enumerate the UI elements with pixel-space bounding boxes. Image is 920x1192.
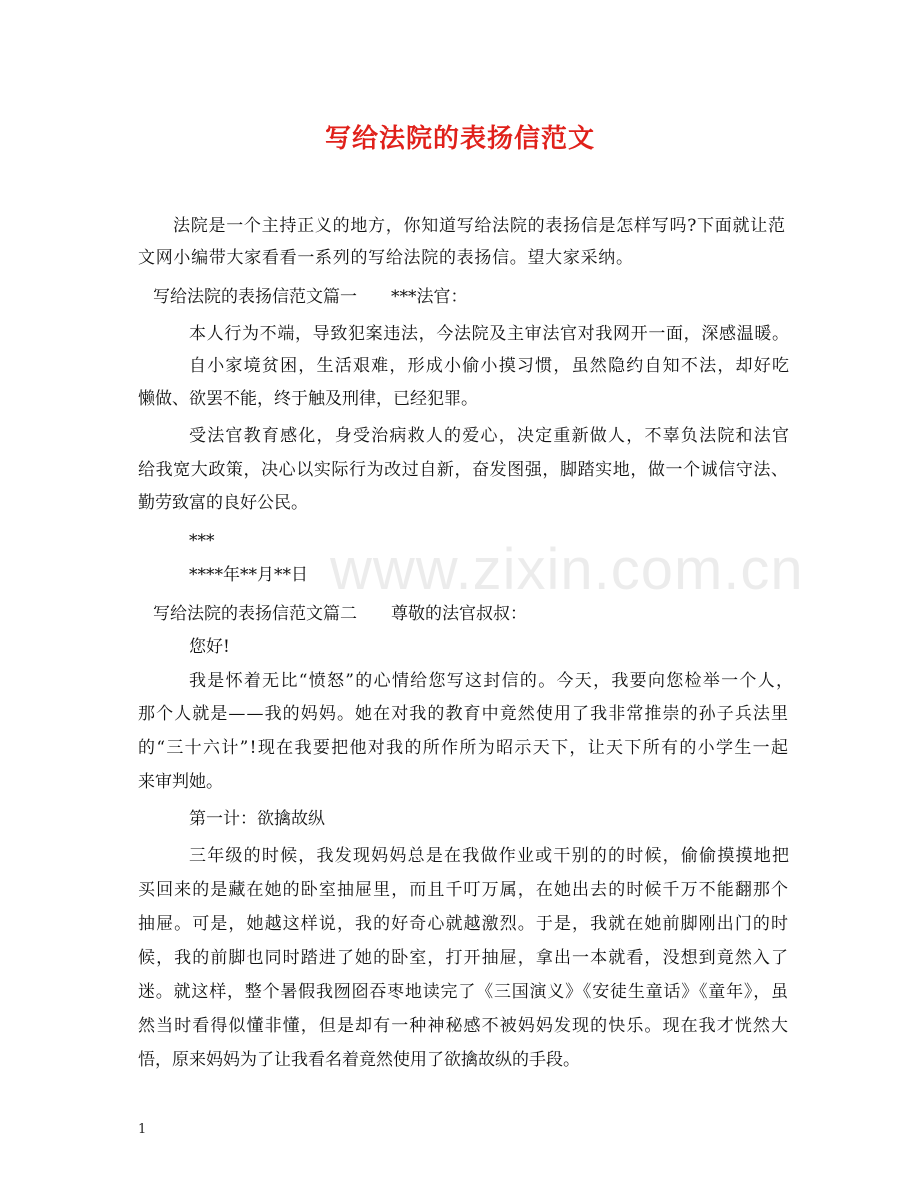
watermark: www.zixin.com.cn bbox=[330, 537, 804, 602]
body-line: *** bbox=[189, 531, 215, 551]
body-line: 迷。就这样，整个暑假我囫囵吞枣地读完了《三国演义》《安徒生童话》《童年》，虽 bbox=[138, 982, 789, 1002]
body-line: 抽屉。可是，她越这样说，我的好奇心就越激烈。于是，我就在她前脚刚出门的时 bbox=[138, 914, 790, 934]
document-title: 写给法院的表扬信范文 bbox=[324, 124, 595, 154]
body-line: 受法官教育感化，身受治病救人的爱心，决定重新做人，不辜负法院和法官 bbox=[189, 426, 791, 446]
body-line: 悟，原来妈妈为了让我看名着竟然使用了欲擒故纵的手段。 bbox=[138, 1050, 580, 1070]
body-line: 自小家境贫困，生活艰难，形成小偷小摸习惯，虽然隐约自知不法，却好吃 bbox=[189, 356, 791, 376]
body-line: 懒做、欲罢不能，终于触及刑律，已经犯罪。 bbox=[138, 389, 478, 409]
body-line: 那个人就是——我的妈妈。她在对我的教育中竟然使用了我非常推崇的孙子兵法里 bbox=[138, 704, 790, 724]
body-line: 文网小编带大家看看一系列的写给法院的表扬信。望大家采纳。 bbox=[138, 248, 634, 268]
body-line: 三年级的时候，我发现妈妈总是在我做作业或干别的的时候，偷偷摸摸地把 bbox=[189, 846, 791, 866]
body-line: 然当时看得似懂非懂，但是却有一种神秘感不被妈妈发现的快乐。现在我才恍然大 bbox=[138, 1016, 790, 1036]
body-line: 本人行为不端，导致犯案违法，今法院及主审法官对我网开一面，深感温暖。 bbox=[189, 324, 790, 344]
body-line: 勤劳致富的良好公民。 bbox=[138, 493, 308, 513]
body-line: 买回来的是藏在她的卧室抽屉里，而且千叮万属，在她出去的时候千万不能翻那个 bbox=[138, 880, 790, 900]
page-number: 1 bbox=[138, 1122, 147, 1137]
body-line: 写给法院的表扬信范文篇二 尊敬的法官叔叔： bbox=[153, 604, 527, 624]
body-line: 您好! bbox=[189, 637, 230, 657]
body-line: ****年**月**日 bbox=[189, 565, 308, 585]
body-line: 法院是一个主持正义的地方，你知道写给法院的表扬信是怎样写吗?下面就让范 bbox=[173, 216, 786, 236]
body-line: 第一计：欲擒故纵 bbox=[189, 809, 325, 829]
body-line: 写给法院的表扬信范文篇一 ***法官： bbox=[153, 287, 468, 307]
body-line: 来审判她。 bbox=[138, 772, 223, 792]
body-line: 的“三十六计”!现在我要把他对我的所作所为昭示天下，让天下所有的小学生一起 bbox=[138, 738, 790, 758]
body-line: 我是怀着无比“愤怒”的心情给您写这封信的。今天，我要向您检举一个人， bbox=[189, 671, 795, 691]
body-line: 给我宽大政策，决心以实际行为改过自新，奋发图强，脚踏实地，做一个诚信守法、 bbox=[138, 460, 789, 480]
body-line: 候，我的前脚也同时踏进了她的卧室，打开抽屉，拿出一本就看，没想到竟然入了 bbox=[138, 948, 790, 968]
